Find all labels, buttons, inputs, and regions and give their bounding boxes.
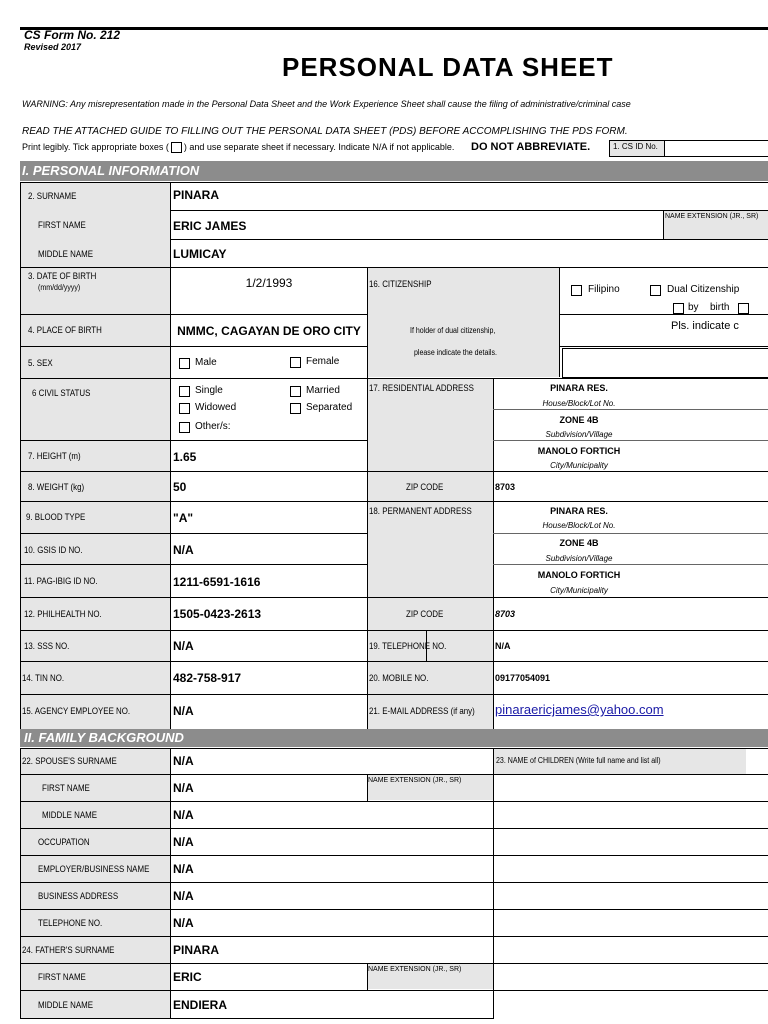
value-pagibig[interactable]: 1211-6591-1616	[173, 575, 261, 589]
grid	[559, 267, 560, 377]
dual-citizenship-country-input[interactable]	[562, 348, 768, 378]
value-agency-employee[interactable]: N/A	[173, 704, 194, 718]
value-telephone-no[interactable]: N/A	[173, 916, 194, 930]
checkbox-filipino[interactable]	[571, 285, 582, 296]
grid	[559, 314, 768, 315]
grid	[20, 774, 768, 775]
label-father-middle-name: MIDDLE NAME	[38, 1000, 94, 1010]
option-by: by	[688, 302, 699, 313]
option-dual-citizenship: Dual Citizenship	[667, 284, 740, 295]
grid	[20, 1018, 493, 1019]
value-perm-house[interactable]: PINARA RES.	[550, 506, 608, 516]
section-family-background: II. FAMILY BACKGROUND	[20, 729, 768, 747]
grid	[493, 409, 768, 410]
option-filipino: Filipino	[588, 284, 620, 295]
grid	[493, 533, 768, 534]
grid	[20, 346, 367, 347]
label-sex: 5. SEX	[28, 358, 53, 368]
value-perm-zip[interactable]: 8703	[495, 609, 516, 619]
checkbox-male[interactable]	[179, 358, 190, 369]
grid	[20, 501, 768, 502]
value-blood-type[interactable]: "A"	[173, 511, 194, 525]
option-male: Male	[195, 357, 217, 368]
grid	[20, 564, 367, 565]
label-permanent-address: 18. PERMANENT ADDRESS	[369, 506, 472, 516]
value-res-zip[interactable]: 8703	[495, 482, 516, 492]
value-gsis[interactable]: N/A	[173, 543, 194, 557]
label-employer: EMPLOYER/BUSINESS NAME	[38, 864, 150, 874]
grid	[663, 211, 664, 239]
value-sss[interactable]: N/A	[173, 639, 194, 653]
grid	[493, 564, 768, 565]
label-middle-name: MIDDLE NAME	[38, 249, 94, 259]
checkbox-others[interactable]	[179, 422, 190, 433]
grid	[20, 801, 768, 802]
grid	[20, 314, 367, 315]
grid	[20, 963, 768, 964]
label-residential-address: 17. RESIDENTIAL ADDRESS	[369, 383, 474, 393]
grid	[493, 748, 494, 1019]
value-perm-subdivision[interactable]: ZONE 4B	[559, 538, 599, 548]
checkbox-female[interactable]	[290, 357, 301, 368]
checkbox-married[interactable]	[290, 386, 301, 397]
grid	[20, 182, 768, 183]
caption-res-subdivision: Subdivision/Village	[545, 430, 613, 439]
value-perm-city[interactable]: MANOLO FORTICH	[537, 570, 621, 580]
section-personal-information: I. PERSONAL INFORMATION	[20, 161, 768, 181]
label-gsis: 10. GSIS ID NO.	[24, 545, 83, 555]
caption-perm-city: City/Municipality	[550, 586, 608, 595]
label-weight: 8. WEIGHT (kg)	[28, 482, 85, 492]
value-spouse-middle-name[interactable]: N/A	[173, 808, 194, 822]
value-res-city[interactable]: MANOLO FORTICH	[537, 446, 621, 456]
option-widowed: Widowed	[195, 402, 237, 413]
caption-res-house: House/Block/Lot No.	[542, 399, 616, 408]
value-surname[interactable]: PINARA	[173, 188, 220, 202]
checkbox-by-naturalization[interactable]	[738, 303, 749, 314]
value-email-link[interactable]: pinaraericjames@yahoo.com	[495, 702, 664, 717]
label-surname: 2. SURNAME	[28, 191, 77, 201]
label-place-of-birth: 4. PLACE OF BIRTH	[28, 325, 102, 335]
civil-status-options	[171, 379, 367, 439]
tick-box-sample	[171, 142, 182, 153]
value-mobile[interactable]: 09177054091	[495, 673, 551, 683]
label-father-name-extension: NAME EXTENSION (JR., SR)	[368, 966, 462, 973]
value-tin[interactable]: 482-758-917	[173, 671, 242, 685]
label-email: 21. E-MAIL ADDRESS (if any)	[369, 706, 475, 716]
label-occupation: OCCUPATION	[38, 837, 90, 847]
label-name-extension: NAME EXTENSION (JR., SR)	[665, 213, 759, 220]
label-spouse-surname: 22. SPOUSE'S SURNAME	[22, 756, 117, 766]
label-first-name: FIRST NAME	[38, 220, 86, 230]
label-father-surname: 24. FATHER'S SURNAME	[22, 945, 115, 955]
label-philhealth: 12. PHILHEALTH NO.	[24, 609, 102, 619]
option-married: Married	[306, 385, 340, 396]
value-father-first-name[interactable]: ERIC	[173, 970, 202, 984]
option-please-indicate: Pls. indicate c	[671, 320, 739, 332]
grid	[20, 909, 768, 910]
label-res-zip: ZIP CODE	[406, 482, 444, 492]
grid	[20, 990, 768, 991]
option-female: Female	[306, 356, 340, 367]
grid	[20, 597, 768, 598]
label-children: 23. NAME of CHILDREN (Write full name and list all)	[496, 756, 661, 765]
cs-id-label: 1. CS ID No.	[613, 142, 658, 151]
cs-id-input[interactable]	[663, 140, 768, 157]
grid	[170, 210, 768, 211]
label-spouse-name-extension: NAME EXTENSION (JR., SR)	[368, 777, 462, 784]
label-tin: 14. TIN NO.	[22, 673, 65, 683]
value-father-middle-name[interactable]: ENDIERA	[173, 998, 228, 1012]
option-birth: birth	[710, 302, 730, 313]
grid	[170, 182, 171, 730]
form-number: CS Form No. 212	[24, 28, 121, 42]
value-occupation[interactable]: N/A	[173, 835, 194, 849]
option-separated: Separated	[306, 402, 353, 413]
caption-perm-subdivision: Subdivision/Village	[545, 554, 613, 563]
grid	[20, 267, 768, 268]
value-spouse-surname[interactable]: N/A	[173, 754, 194, 768]
caption-perm-house: House/Block/Lot No.	[542, 521, 616, 530]
grid	[20, 471, 367, 472]
grid	[20, 182, 21, 730]
do-not-abbreviate: DO NOT ABBREVIATE.	[471, 141, 591, 153]
option-single: Single	[195, 385, 223, 396]
grid	[20, 748, 768, 749]
label-dual-note-a: If holder of dual citizenship,	[410, 326, 496, 335]
checkbox-widowed[interactable]	[179, 403, 190, 414]
value-employer[interactable]: N/A	[173, 862, 194, 876]
label-business-address: BUSINESS ADDRESS	[38, 891, 119, 901]
option-others: Other/s:	[195, 421, 231, 432]
label-dob-format: (mm/dd/yyyy)	[38, 283, 81, 292]
value-spouse-first-name[interactable]: N/A	[173, 781, 194, 795]
label-spouse-middle-name: MIDDLE NAME	[42, 810, 98, 820]
label-dual-note-b: please indicate the details.	[414, 348, 497, 357]
label-spouse-first-name: FIRST NAME	[42, 783, 90, 793]
value-first-name[interactable]: ERIC JAMES	[173, 219, 247, 233]
value-father-surname[interactable]: PINARA	[173, 943, 220, 957]
label-citizenship: 16. CITIZENSHIP	[369, 279, 432, 289]
label-perm-zip: ZIP CODE	[406, 609, 444, 619]
label-mobile: 20. MOBILE NO.	[369, 673, 429, 683]
label-pagibig: 11. PAG-IBIG ID NO.	[24, 576, 98, 586]
grid	[20, 882, 768, 883]
label-dob: 3. DATE OF BIRTH	[28, 271, 97, 281]
warning-text: WARNING: Any misrepresentation made in the Personal Data Sheet and the Work Experience Sheet shall cause the filing of administrative/criminal case	[22, 99, 631, 109]
value-middle-name[interactable]: LUMICAY	[173, 247, 227, 261]
grid	[170, 239, 768, 240]
grid	[20, 661, 768, 662]
read-guide-text: READ THE ATTACHED GUIDE TO FILLING OUT THE PERSONAL DATA SHEET (PDS) BEFORE ACCOMPLISHING THE PDS FORM.	[22, 126, 628, 137]
checkbox-single[interactable]	[179, 386, 190, 397]
grid	[20, 440, 367, 441]
label-sss: 13. SSS NO.	[24, 641, 70, 651]
grid	[20, 378, 768, 379]
checkbox-dual-citizenship[interactable]	[650, 285, 661, 296]
grid	[20, 828, 768, 829]
value-weight[interactable]: 50	[173, 480, 187, 494]
value-philhealth[interactable]: 1505-0423-2613	[173, 607, 262, 621]
value-res-house[interactable]: PINARA RES.	[550, 383, 608, 393]
instructions-text: Print legibly. Tick appropriate boxes ( ) and use separate sheet if necessary. Indicate N/A if not applicable.	[22, 142, 455, 152]
value-business-address[interactable]: N/A	[173, 889, 194, 903]
grid	[20, 748, 21, 1019]
grid	[20, 936, 768, 937]
grid	[559, 346, 768, 347]
value-telephone[interactable]: N/A	[495, 641, 511, 651]
label-blood-type: 9. BLOOD TYPE	[26, 512, 86, 522]
form-revision: Revised 2017	[24, 42, 82, 52]
label-telephone: 19. TELEPHONE NO.	[369, 641, 447, 651]
label-civil-status: 6 CIVIL STATUS	[32, 388, 91, 398]
checkbox-separated[interactable]	[290, 403, 301, 414]
top-rule	[20, 27, 768, 30]
grid	[493, 440, 768, 441]
grid	[20, 694, 768, 695]
grid	[170, 748, 171, 1019]
grid	[367, 471, 768, 472]
caption-res-city: City/Municipality	[550, 461, 608, 470]
checkbox-by-birth[interactable]	[673, 303, 684, 314]
page-title: PERSONAL DATA SHEET	[282, 52, 614, 82]
value-height[interactable]: 1.65	[173, 450, 197, 464]
value-res-subdivision[interactable]: ZONE 4B	[559, 415, 599, 425]
label-father-first-name: FIRST NAME	[38, 972, 86, 982]
label-height: 7. HEIGHT (m)	[28, 451, 81, 461]
grid	[20, 855, 768, 856]
label-telephone-no: TELEPHONE NO.	[38, 918, 103, 928]
value-dob[interactable]: 1/2/1993	[245, 276, 293, 290]
grid	[20, 533, 367, 534]
grid	[20, 630, 768, 631]
value-place-of-birth[interactable]: NMMC, CAGAYAN DE ORO CITY	[177, 324, 361, 338]
label-agency-employee: 15. AGENCY EMPLOYEE NO.	[22, 706, 131, 716]
